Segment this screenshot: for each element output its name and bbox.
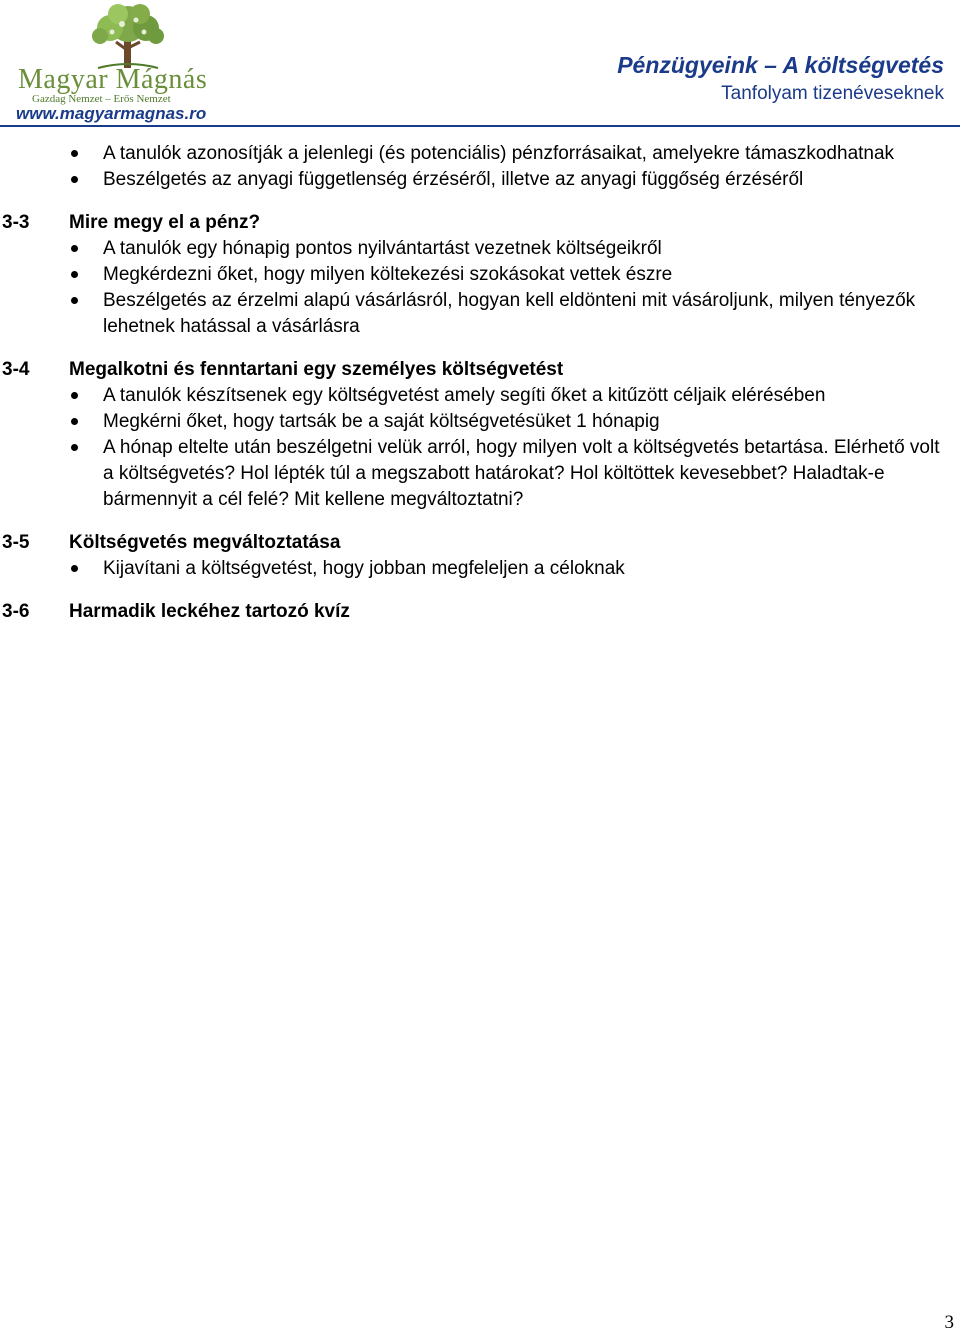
- bullet-icon: [71, 271, 78, 278]
- section-heading: [0, 357, 960, 383]
- section-3-6: [0, 599, 960, 625]
- document-body: [0, 141, 960, 625]
- tree-logo-icon: [78, 2, 178, 72]
- section-3-3: [0, 210, 960, 340]
- list-item: Megkérdezni őket, hogy milyen költekezési szokásokat vettek észre: [0, 262, 960, 288]
- section-number: 3-4: [2, 359, 30, 380]
- bullet-icon: [71, 297, 78, 304]
- document-subtitle: Tanfolyam tizenéveseknek: [721, 83, 944, 104]
- intro-bullet-list: [0, 141, 960, 193]
- bullet-icon: [71, 245, 78, 252]
- section-number: 3-3: [2, 212, 30, 233]
- section-bullet-list: [0, 556, 960, 582]
- section-bullet-list: [0, 236, 960, 340]
- section-title: Mire megy el a pénz?: [69, 212, 261, 233]
- section-heading: [0, 599, 960, 625]
- list-item: Beszélgetés az anyagi függetlenség érzéséről, illetve az anyagi függőség érzéséről: [0, 167, 960, 193]
- section-heading: [0, 210, 960, 236]
- section-3-5: [0, 530, 960, 582]
- logo-tagline: Gazdag Nemzet – Erős Nemzet: [32, 93, 171, 105]
- list-item: Beszélgetés az érzelmi alapú vásárlásról, hogyan kell eldönteni mit vásároljunk, milyen tényezők lehetnek hatással a vásárlásra: [0, 288, 960, 340]
- bullet-icon: [71, 418, 78, 425]
- list-item: A tanulók azonosítják a jelenlegi (és potenciális) pénzforrásaikat, amelyekre támaszkodhatnak: [0, 141, 960, 167]
- magyar-magnas-logo: [6, 2, 246, 126]
- list-item: A hónap eltelte után beszélgetni velük arról, hogy milyen volt a költségvetés betartása. Elérhető volt a költségvetés? Hol lépték túl a megszabott határokat? Hol költöttek kevesebbet? Haladtak-e bármennyit a cél felé? Mit kellene megváltoztatni?: [0, 435, 960, 513]
- section-title: Harmadik leckéhez tartozó kvíz: [69, 601, 350, 622]
- page-header: [0, 0, 960, 128]
- list-item: A tanulók egy hónapig pontos nyilvántartást vezetnek költségeikről: [0, 236, 960, 262]
- section-number: 3-6: [2, 601, 30, 622]
- list-item: Megkérni őket, hogy tartsák be a saját költségvetésüket 1 hónapig: [0, 409, 960, 435]
- logo-url[interactable]: www.magyarmagnas.ro: [16, 104, 207, 123]
- bullet-icon: [71, 444, 78, 451]
- list-item: A tanulók készítsenek egy költségvetést amely segíti őket a kitűzött céljaik elérésében: [0, 383, 960, 409]
- section-3-4: [0, 357, 960, 513]
- bullet-icon: [71, 176, 78, 183]
- bullet-icon: [71, 150, 78, 157]
- bullet-icon: [71, 392, 78, 399]
- page-number: 3: [944, 1312, 954, 1333]
- section-title: Megalkotni és fenntartani egy személyes költségvetést: [69, 359, 564, 380]
- header-divider: [0, 125, 960, 127]
- section-number: 3-5: [2, 532, 30, 553]
- list-item: Kijavítani a költségvetést, hogy jobban megfeleljen a céloknak: [0, 556, 960, 582]
- section-title: Költségvetés megváltoztatása: [69, 532, 341, 553]
- bullet-icon: [71, 565, 78, 572]
- section-bullet-list: [0, 383, 960, 513]
- section-heading: [0, 530, 960, 556]
- logo-name: Magyar Mágnás: [18, 64, 208, 95]
- document-title: Pénzügyeink – A költségvetés: [617, 52, 944, 78]
